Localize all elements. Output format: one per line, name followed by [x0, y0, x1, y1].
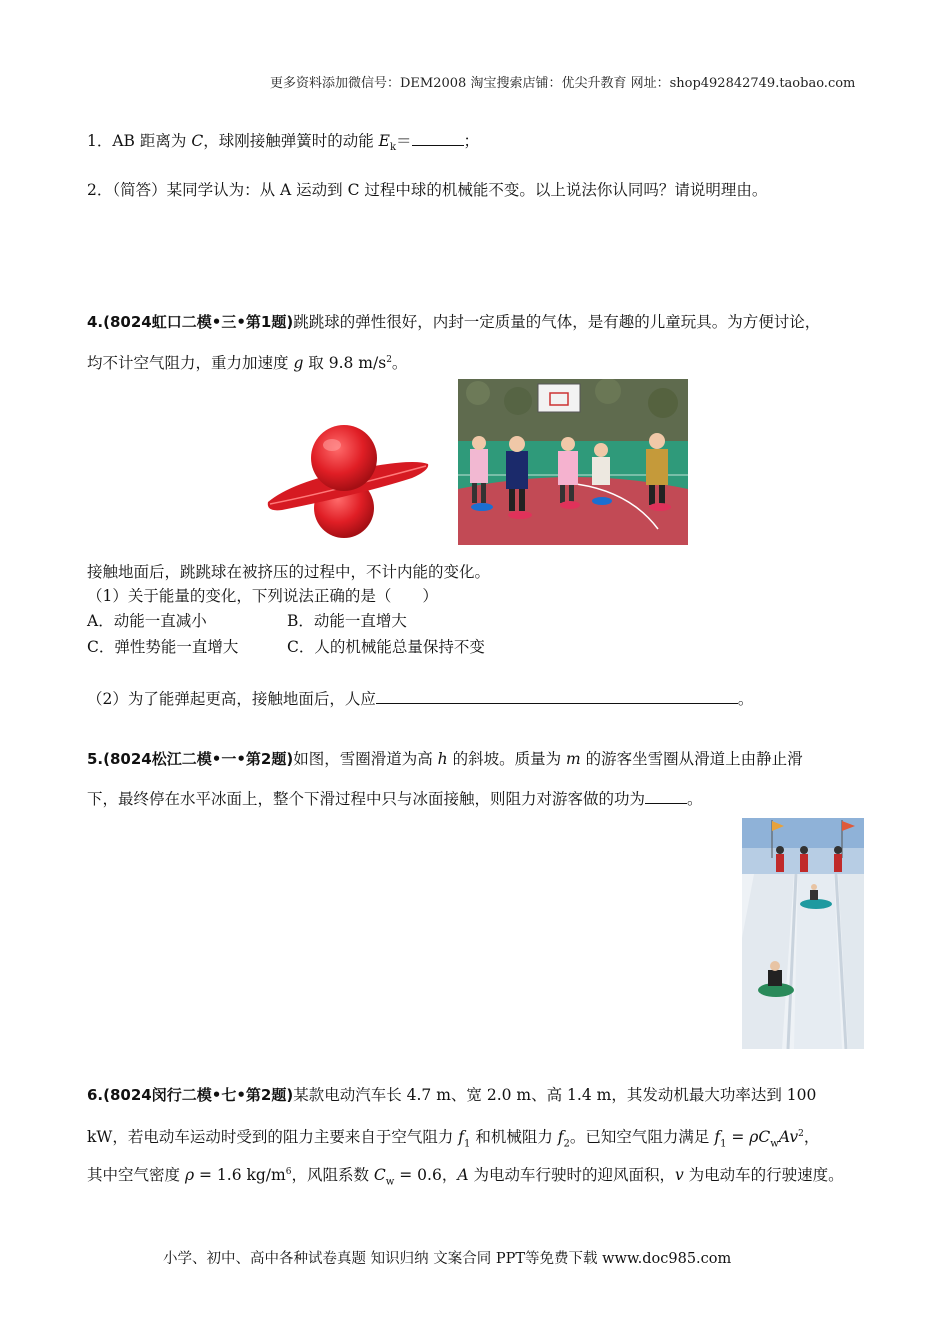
q4-line2: 均不计空气阻力，重力加速度 g 取 9.8 $m/s^2$。	[87, 354, 408, 373]
q3-sub1: 1．AB 距离为 C，球刚接触弹簧时的动能 $E_k=$ ；	[87, 132, 480, 154]
answer-blank[interactable]	[376, 689, 738, 704]
q6-line1: 6.(8024闵行二模•七•第2题)某款电动汽车长 4.7 m、宽 2.0 m、高 1.4 m，其发动机最大功率达到 100	[87, 1086, 817, 1104]
jump-ball-image	[262, 420, 432, 542]
q5-line1: 5.(8024松江二模•一•第2题)如图，雪圈滑道为高 h 的斜坡。质量为 m 的游客坐雪圈从滑道上由静止滑	[87, 750, 803, 768]
snow-slide-photo	[742, 818, 864, 1049]
q4-number: 4.(8024虹口二模•三•第1题)	[87, 313, 294, 331]
q4-option-c2[interactable]: C．人的机械能总量保持不变	[287, 638, 485, 656]
q4-line3: 接触地面后，跳跳球在被挤压的过程中，不计内能的变化。	[87, 563, 491, 581]
page-header: 更多资料添加微信号：DEM2008 淘宝搜索店铺：优尖升教育 网址：shop492842749.taobao.com	[270, 76, 856, 91]
q5-line2: 下，最终停在水平冰面上，整个下滑过程中只与冰面接触，则阻力对游客做的功为 。	[87, 790, 703, 808]
q4-sub2: （2）为了能弹起更高，接触地面后，人应 。	[87, 690, 754, 708]
q4-option-c[interactable]: C．弹性势能一直增大	[87, 638, 239, 656]
children-playing-illustration	[458, 379, 688, 545]
q6-line3: 其中空气密度 ρ = 1.6 $kg/m^6$，风阻系数 $C_w = 0.6$，A 为电动车行驶时的迎风面积，v 为电动车的行驶速度。	[87, 1166, 844, 1188]
answer-blank[interactable]	[412, 131, 464, 146]
q4-line1: 4.(8024虹口二模•三•第1题)跳跳球的弹性很好，内封一定质量的气体，是有趣的儿童玩具。为方便讨论，	[87, 313, 821, 331]
q3-sub2: 2．（简答）某同学认为：从 A 运动到 C 过程中球的机械能不变。以上说法你认同吗？请说明理由。	[87, 181, 768, 199]
q4-option-a[interactable]: A．动能一直减小	[87, 612, 207, 630]
q6-line2: kW，若电动车运动时受到的阻力主要来自于空气阻力 $f_1$ 和机械阻力 $f_2$。已知空气阻力满足 $f_1 = \rho C_wAv^2$，	[87, 1128, 820, 1150]
page-footer: 小学、初中、高中各种试卷真题 知识归纳 文案合同 PPT等免费下载 www.doc985.com	[163, 1251, 732, 1267]
answer-blank[interactable]	[645, 789, 687, 804]
jump-ball-illustration	[262, 420, 432, 542]
snow-slide-illustration	[742, 818, 864, 1049]
q5-number: 5.(8024松江二模•一•第2题)	[87, 750, 294, 768]
children-playing-photo	[458, 379, 688, 545]
q4-option-b[interactable]: B．动能一直增大	[287, 612, 407, 630]
q6-number: 6.(8024闵行二模•七•第2题)	[87, 1086, 294, 1104]
q4-sub1-stem: （1）关于能量的变化，下列说法正确的是（ ）	[87, 587, 438, 605]
